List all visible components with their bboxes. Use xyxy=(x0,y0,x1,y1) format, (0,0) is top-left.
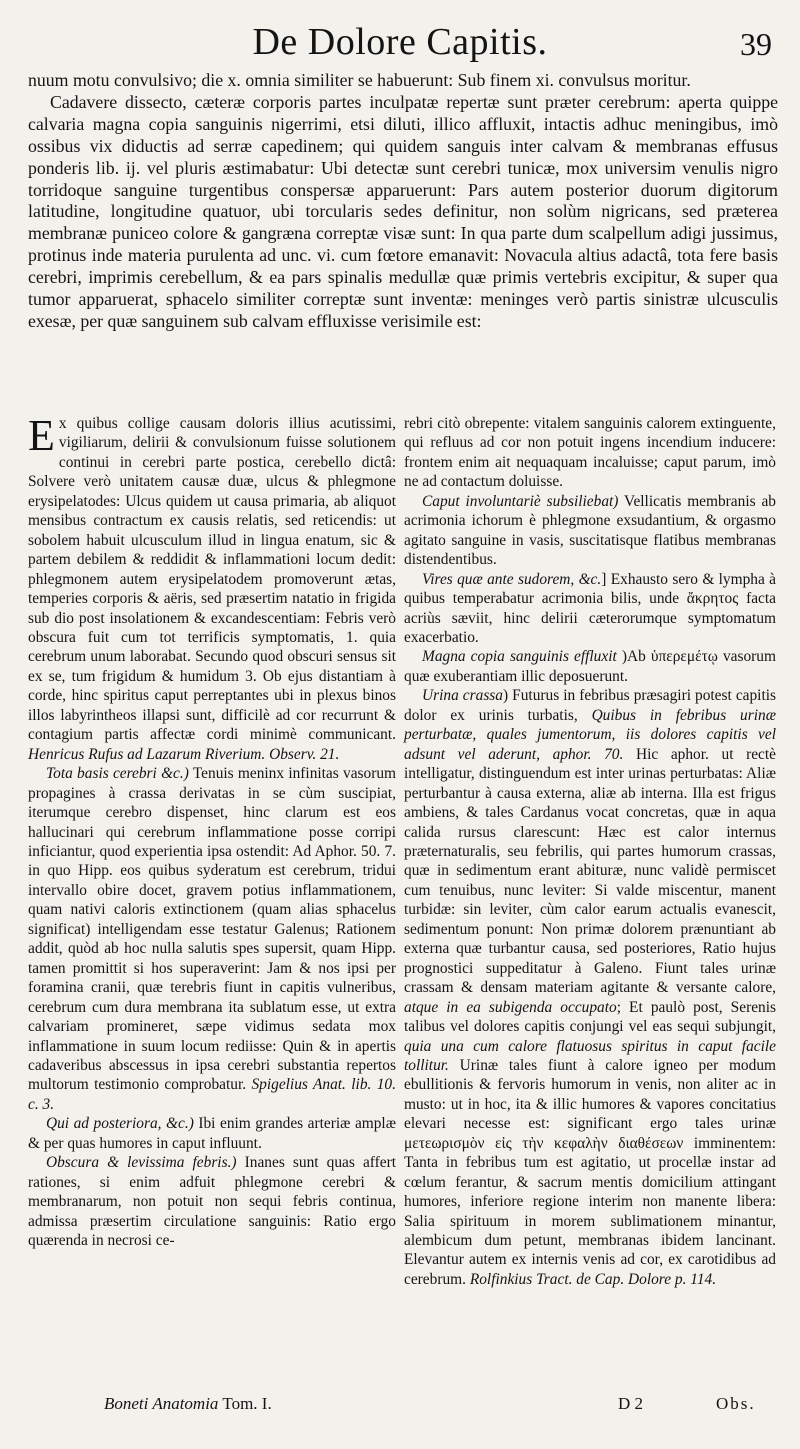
scholia-left-column xyxy=(28,411,397,1250)
annotation-text: Urinæ tales fiunt à calore igneo per modum ebullitionis & fervoris humorum in venis, non aliter ac in musto: ut in hoc, ita & illic humores & vapores concitatius elevari necesse est: significant ergo tales urinæ xyxy=(404,1056,776,1133)
greek-word: ὑπερεμέτῳ xyxy=(650,648,718,666)
citation: Henricus Rufus ad Lazarum Riverium. Observ. 21. xyxy=(28,745,340,763)
running-title: De Dolore Capitis. xyxy=(252,21,548,63)
annotation-text: imminentem: Tanta in febribus tum est agitatio, ut procellæ instar ad cœlum ferantur, & sacrum mentis domicilium attingant humores, inferiore regione interim non manente libera: Salia spirituum in morem sublimationem minantur, alembicum dum petunt, membranas ibidem lancinant. Elevantur autem ex internis venis ad cor, ex carotidibus ad cerebrum. xyxy=(404,1134,776,1288)
greek-phrase: μετεωρισμὸν εἰς τὴν κεφαλὴν διαθέσεων xyxy=(404,1134,684,1152)
annotation-text: Tenuis meninx infinitas vasorum propagines à crassa derivatas in se cùm suscipiat, iterumque cerebro dispenset, hinc clarum est eos hallucinari qui cerebrum inflammatione posse corripi inficiantur, quod experientia ipsa ostendit: Ad Aphor. 50. 7. in quo Hipp. eos quibus syderatum est cerebrum, tridui intervallo obire docet, gravem potius inflammationem, quam nativi caloris extinctionem (quam alias sphacelus significat) intelligendam esse testatur Galenus; Rationem addit, quòd ab hoc nulla salutis spes supersit, quam Hipp. tamen promittit si hos superaverint: Jam & nos ipsi per foramina cranii, quæ terebris fiunt in capitis vulneribus, cerebrum cum dura membrana ita sublatum esse, ut extra calvariam promineret, sæpe vidimus sedata mox inflammatione in suum locum rediisse: Quin & in apertis cadaveribus abscessus in ipsa cerebri substantia repertos multorum testimonio comprobatur. xyxy=(28,765,397,1094)
page-header xyxy=(0,18,800,76)
annotation xyxy=(28,1114,396,1153)
annotation-lemma: Caput involuntariè subsiliebat) xyxy=(422,492,619,510)
annotation-lemma: Vires quæ ante sudorem, &c. xyxy=(422,570,602,588)
annotation-text: )Ab xyxy=(621,648,646,666)
annotation-text: Vellicatis membranis ab acrimonia ichorum è phlegmone exsudantium, & orgasmo agitato sanguine in vasis, suscitatisque flatibus membranas distendentibus. xyxy=(404,492,776,569)
annotation-text: ) Futurus in febribus præsagiri potest capitis dolor ex urinis turbatis, xyxy=(404,687,776,724)
footer-work: Boneti Anatomia xyxy=(104,1394,219,1413)
page-footer xyxy=(0,1394,800,1424)
footer-title xyxy=(104,1394,272,1414)
annotation-text: vasorum quæ exuberantiam illic deposuerunt. xyxy=(404,648,776,685)
annotation xyxy=(404,492,776,570)
annotation xyxy=(404,686,776,1289)
intro-continuation: nuum motu convulsivo; die x. omnia similiter se habuerunt: Sub finem xi. convulsus moritur. xyxy=(28,70,691,90)
annotation xyxy=(28,1153,396,1250)
annotation-text: Hic aphor. ut rectè intelligatur, distinguendum est inter urinas perturbatas: Aliæ perturbantur à causa externa, aliæ ab interna. Illa est frigus ambiens, & tales Cardanus vocat concretas, quæ in aqua calida rursus clarescunt: Hæc est calor internus præternaturalis, seu febrilis, qui partes humorum crassas, quæ in sedimentum erant abituræ, nunc validè permiscet cum tenuibus, nunc leviter: Si valde miscentur, manent turbidæ: sin leviter, cùm calor earum actualis evanescit, sedimentum ponunt: Non primæ dolorem prænuntiant ab externa quæ turbantur causa, sed posteriores, Ratio hujus prognostici suppeditatur à Galeno. Fiunt tales urinæ crassam & densam materiam agitante & versante calore, xyxy=(404,745,776,997)
annotation-lemma: Magna copia sanguinis effluxit xyxy=(422,648,617,666)
annotation-lemma: Obscura & levissima febris.) xyxy=(46,1154,237,1172)
greek-word: ἄκρητος xyxy=(686,590,739,608)
annotation xyxy=(28,764,396,1114)
drop-cap: E xyxy=(28,411,55,460)
annotation-text: ; Et paulò post, Serenis talibus vel dolores capitis conjungi vel eas sequi subjungit, xyxy=(404,998,776,1036)
galen-quote: atque in ea subigenda occupato xyxy=(404,998,617,1016)
scholium-text: x quibus collige causam doloris illius acutissimi, vigiliarum, delirii & convulsionum fuisse solutionem continui in cerebri parte postica, cerebello dictâ: Solvere verò unitatem causæ duæ, ulcus & phlegmone erysipelatodes: Ulcus quidem ut causa primaria, ab aliquot mensibus contractum ex causis relatis, sed reticendis: ut sobolem habuit ulcusculum illud in lingua enatum, sic & partem debilem & reddidit & inflammationi locum dedit: phlegmonem autem erysipelatodem promoverunt ætas, temperies corporis & aëris, sed præsertim natatio in frigida sub dio post insolationem & excandescentiam: Febris verò obscura fuit cum tot terrificis symptomatis, 1. quia cerebrum unum laborabat. Secundo quod obscuri sensus sit ex se, tum frigidum & humidum 3. Ob ejus distantiam à corde, hinc spiritus caput perreptantes ubi in plexus binos illos labyrintheos illapsi sunt, difficilè ad cor recurrunt & contagium partis affectæ cordi minimè communicant. xyxy=(28,415,396,744)
citation: Rolfinkius Tract. de Cap. Dolore p. 114. xyxy=(469,1270,717,1288)
annotation-lemma: Tota basis cerebri &c.) xyxy=(46,765,189,783)
galen-quote: quia una cum calore flatuosus spiritus in caput facile tollitur. xyxy=(404,1037,776,1074)
catchword: Obs. xyxy=(716,1394,756,1413)
annotation-lemma: Qui ad posteriora, &c.) xyxy=(46,1115,194,1133)
scholia-right-column xyxy=(404,414,776,1289)
annotation-text: facta acriùs sæviit, hinc delirii cæterorumque symptomatum exacerbatio. xyxy=(404,590,776,646)
annotation xyxy=(404,570,776,648)
observation-text xyxy=(28,70,778,333)
aphorism-quote: Quibus in febribus urinæ perturbatæ, quales jumentorum, iis dolores capitis vel adsunt vel aderunt, aphor. 70. xyxy=(404,706,776,763)
annotation-text: Inanes sunt quas affert rationes, si enim adfuit phlegmone cerebri & membranarum, non potuit non sequi febris continua, admissa præsertim circulatione sanguinis: Ratio ergo quærenda in necrosi ce- xyxy=(28,1154,396,1250)
annotation-lemma: Urina crassa xyxy=(422,687,503,705)
intro-paragraph: Cadavere dissecto, cæteræ corporis partes inculpatæ repertæ sunt præter cerebrum: aperta quippe calvaria magna copia sanguinis nigerrimi, etsi diluti, illico affluxit, intactis adhuc meningibus, imò ossibus vix diductis ad serræ capedinem; qui quidem sanguis inter calvam & membranas effusus ponderis lib. ij. vel pluris æstimabatur: Ubi detectæ sunt cerebri tunicæ, mox universim venulis nigro torridoque sanguine turgentibus conspersæ apparuerunt: Pars autem posterior duorum digitorum latitudine, longitudine quatuor, ubi torcularis sedes definitur, non solùm nigricans, sed præterea membranæ puniceo colore & gangræna correptæ visæ sunt: In qua parte dum scalpellum adigi jussimus, protinus inde materia purulenta ad unc. vi. cum fœtore emanavit: Novacula altius adactâ, tota fere basis cerebri, imprimis cerebellum, & ea pars spinalis medullæ quæ primis vertebris excipitur, & super qua tumor apparuerat, sphacelo similiter correptæ sunt inventæ: meninges verò partis sinistræ ulcusculis exesæ, per quæ sanguinem sub calvam effluxisse verisimile est: xyxy=(28,91,778,331)
annotation xyxy=(404,647,776,686)
scholium-paragraph xyxy=(28,411,396,764)
annotation-text: ] Exhausto sero & lympha à quibus temperabatur acrimonia bilis, unde xyxy=(404,570,776,608)
citation: Spigelius Anat. lib. 10. c. 3. xyxy=(28,1076,396,1113)
signature-mark: D 2 xyxy=(618,1394,644,1413)
page-number: 39 xyxy=(740,26,772,62)
footer-volume: Tom. I. xyxy=(222,1394,272,1413)
scholium-continuation: rebri citò obrepente: vitalem sanguinis calorem extinguente, qui refluus ad cor non potuit ingens incendium inducere: frontem enim ait nequaquam incaluisse; caput parum, imò ne ad contactum doluisse. xyxy=(404,415,776,491)
annotation-text: Ibi enim grandes arteriæ amplæ & per quas humores in caput influunt. xyxy=(28,1115,396,1152)
